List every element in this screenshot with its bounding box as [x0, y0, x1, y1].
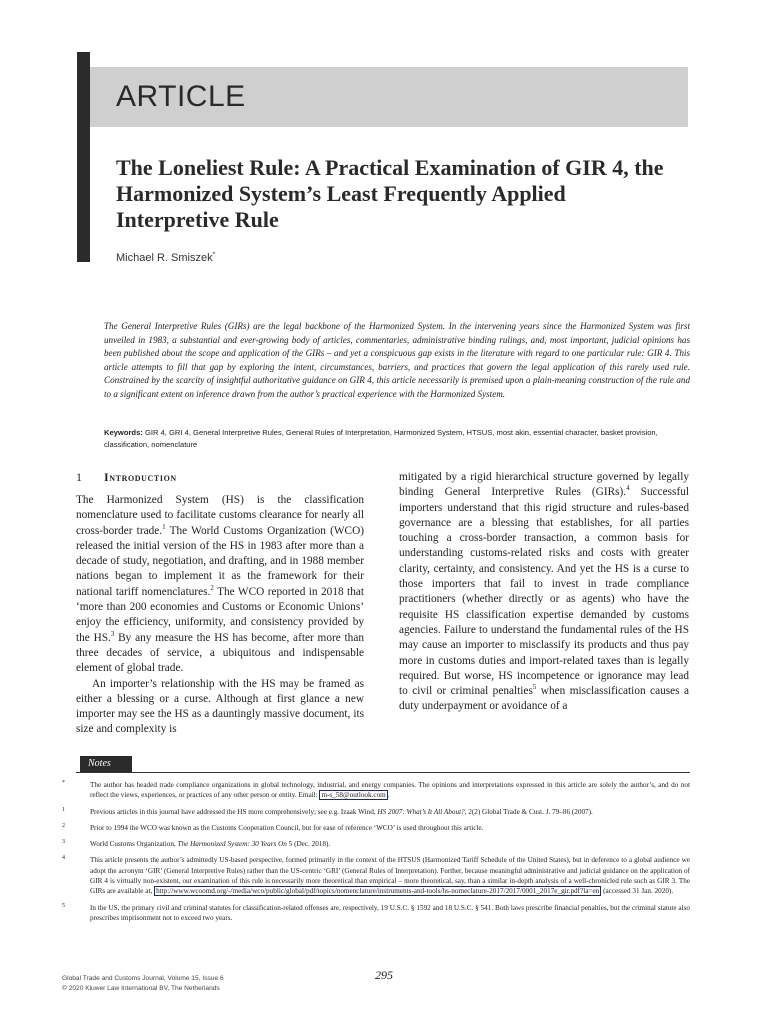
footnote: [62, 839, 690, 849]
section-number: 1: [76, 470, 82, 484]
footnote-ref[interactable]: 1: [162, 522, 166, 531]
author-footnote-mark: *: [212, 251, 216, 259]
footnote-text: 5 (Dec. 2018).: [286, 840, 331, 849]
footnote-mark: 1: [62, 806, 65, 813]
article-title: The Loneliest Rule: A Practical Examination of GIR 4, the Harmonized System’s Least Frequently Applied Interpretive Rule: [116, 155, 664, 232]
journal-citation: [62, 974, 224, 993]
copyright-line: © 2020 Kluwer Law International BV, The Netherlands: [62, 984, 220, 992]
footnote-text: Prior to 1994 the WCO was known as the Customs Cooperation Council, but for ease of reference ‘WCO’ is used throughout this article.: [90, 823, 484, 832]
section-title: Introduction: [104, 470, 177, 484]
footnote-text: Previous articles in this journal have addressed the HS more comprehensively; see e.g. Izaak Wind,: [90, 807, 378, 816]
footnotes: [62, 780, 690, 929]
footnote-mark: 3: [62, 839, 65, 846]
keywords-label: Keywords:: [104, 428, 143, 437]
body-paragraph: An importer’s relationship with the HS may be framed as either a blessing or a curse. Although at first glance a new importer may see the HS as a dauntingly massive document, its size and complexity is: [76, 677, 364, 736]
keywords: [104, 427, 690, 450]
abstract: The General Interpretive Rules (GIRs) are the legal backbone of the Harmonized System. In the intervening years since the Harmonized System was first unveiled in 1983, a substantial and ever-growing body of articles, commentaries, administrative binding rulings, and, most important, judicial opinions has been published about the scope and application of the GIRs – and yet a conspicuous gap exists in the literature with regard to one particular rule: GIR 4. This article attempts to fill that gap by exploring the intent, circumstances, barriers, and practices that govern the legal application of this rarely used rule. Constrained by the scarcity of insightful authoritative guidance on GIR 4, this article necessarily is premised upon a plain-meaning construction of the rule and to a significant extent on inference drawn from the author’s practical experience with the Harmonized System.: [104, 321, 690, 399]
footnote-ref[interactable]: 3: [110, 629, 115, 638]
footnote-text: World Customs Organization,: [90, 840, 178, 849]
footnote-text: (accessed 31 Jan. 2020).: [601, 887, 674, 896]
gir-url-link[interactable]: http://www.wcoomd.org/-/media/wco/public/global/pdf/topics/nomenclature/instruments-and-tools/hs-nomeclature-2017/2017/0001_2017e_gir.pdf?la=en: [156, 887, 600, 896]
journal-line: Global Trade and Customs Journal, Volume 15, Issue 6: [62, 975, 224, 982]
body-text: By any measure the HS has become, after more than three decades of service, a ubiquitous and indispensable element of global trade.: [76, 631, 364, 675]
footnote-citation-title: HS 2007: What’s It All About?: [377, 807, 465, 816]
footnote-mark: 5: [62, 902, 65, 909]
footnote-text: .: [387, 791, 390, 800]
email-link[interactable]: m-s_58@outlook.com: [321, 791, 386, 800]
footnote: [62, 903, 690, 924]
footnote-mark: *: [62, 780, 65, 786]
section-heading: [76, 470, 177, 485]
header-accent-bar: [77, 52, 90, 262]
footnote-ref[interactable]: 5: [532, 683, 537, 692]
body-column-right: [399, 470, 689, 715]
body-text: The Harmonized System (HS) is the classification nomenclature used to facilitate customs clearance for nearly all cross-border trade.: [76, 494, 364, 537]
footnote-text: This article presents the author’s admittedly US-based perspective, formed primarily in the context of the HTSUS (Harmonized Tariff Schedule of the United States), but in deference to a global audience we adopt the acronym ‘GIR’ (General Interpretive Rules) rather than the US-centric ‘GRI’ (General Rules of Interpretation). Further, because meaningful administrative and judicial guidance on the application of GIR 4 is virtually non-existent, our examination of this rule is necessarily more theoretical than empirical – more theoretical, say, than a similar in-depth analysis of a well-chronicled rule such as GIR 3. The GIRs are available at,: [90, 856, 690, 896]
body-text: The World Customs Organization (WCO) released the initial version of the HS in 1983 after more than a decade of study, negotiation, and drafting, and in 1988 member nations began to implement it as the framework for their national tariff nomenclatures.: [76, 524, 364, 598]
footnote-mark: 4: [62, 855, 65, 862]
body-text: mitigated by a rigid hierarchical structure governed by legally binding General Interpretive Rules (GIRs).: [399, 471, 689, 499]
footnote: [62, 823, 690, 833]
author-name: Michael R. Smiszek: [116, 252, 213, 264]
footnote-mark: 2: [62, 822, 65, 829]
footnote: [62, 780, 690, 801]
notes-label: Notes: [80, 756, 132, 772]
footnote: [62, 807, 690, 817]
notes-divider: [76, 756, 690, 773]
page-number: 295: [375, 968, 393, 982]
footnote-citation-title: The Harmonized System: 30 Years On: [177, 840, 287, 849]
body-text: Successful importers understand that this rigid structure and rules-based governance are a blessing that establishes, for all parties touching a cross-border transaction, a common basis for understanding customs-related risks and costs with greater clarity, certainty, and consistency. And yet the HS is a curse to those importers that fail to invest in trade compliance practitioners (whether directly or as agents) who have the requisite HS classification expertise demanded by customs agencies. Failure to understand the fundamental rules of the HS may cause an importer to misclassify its products and thus pay more in customs duties and import-related taxes than is legally required. But worse, HS incompetence or ignorance may lead to civil or criminal penalties: [399, 486, 689, 698]
footnote-ref[interactable]: 4: [626, 484, 630, 493]
body-text: The WCO reported in 2018 that ‘more than 200 economies and Customs or Economic Unions’ enjoy the efficiency, uniformity, and consistency provided by the HS.: [76, 585, 364, 644]
footnote-text: In the US, the primary civil and criminal statutes for classification-related offenses are, respectively, 19 U.S.C. § 1592 and 18 U.S.C. § 541. Both laws prescribe financial penalties, but the criminal statute also prescribes imprisonment not to exceed two years.: [90, 903, 690, 922]
footnote: [62, 855, 690, 896]
author-line: [116, 252, 215, 264]
article-type-label: ARTICLE: [116, 80, 246, 113]
footnote-ref[interactable]: 2: [210, 584, 214, 593]
keywords-text: GIR 4, GRI 4, General Interpretive Rules, General Rules of Interpretation, Harmonized System, HTSUS, most akin, essential character, basket provision, classification, nomenclature: [104, 428, 658, 449]
body-paragraph: [76, 493, 364, 677]
footnote-text: The author has headed trade compliance organizations in global technology, industrial, and energy companies. The opinions and interpretations expressed in this article are solely the author’s, and do not reflect the views, experiences, or practices of any other person or entity. Email:: [90, 781, 690, 800]
body-paragraph: [399, 470, 689, 715]
body-column-left: [76, 493, 364, 738]
body-text: when misclassification causes a duty underpayment or avoidance of a: [399, 685, 689, 713]
footnote-text: , 2(2) Global Trade & Cust. J. 79–86 (2007).: [464, 807, 593, 816]
